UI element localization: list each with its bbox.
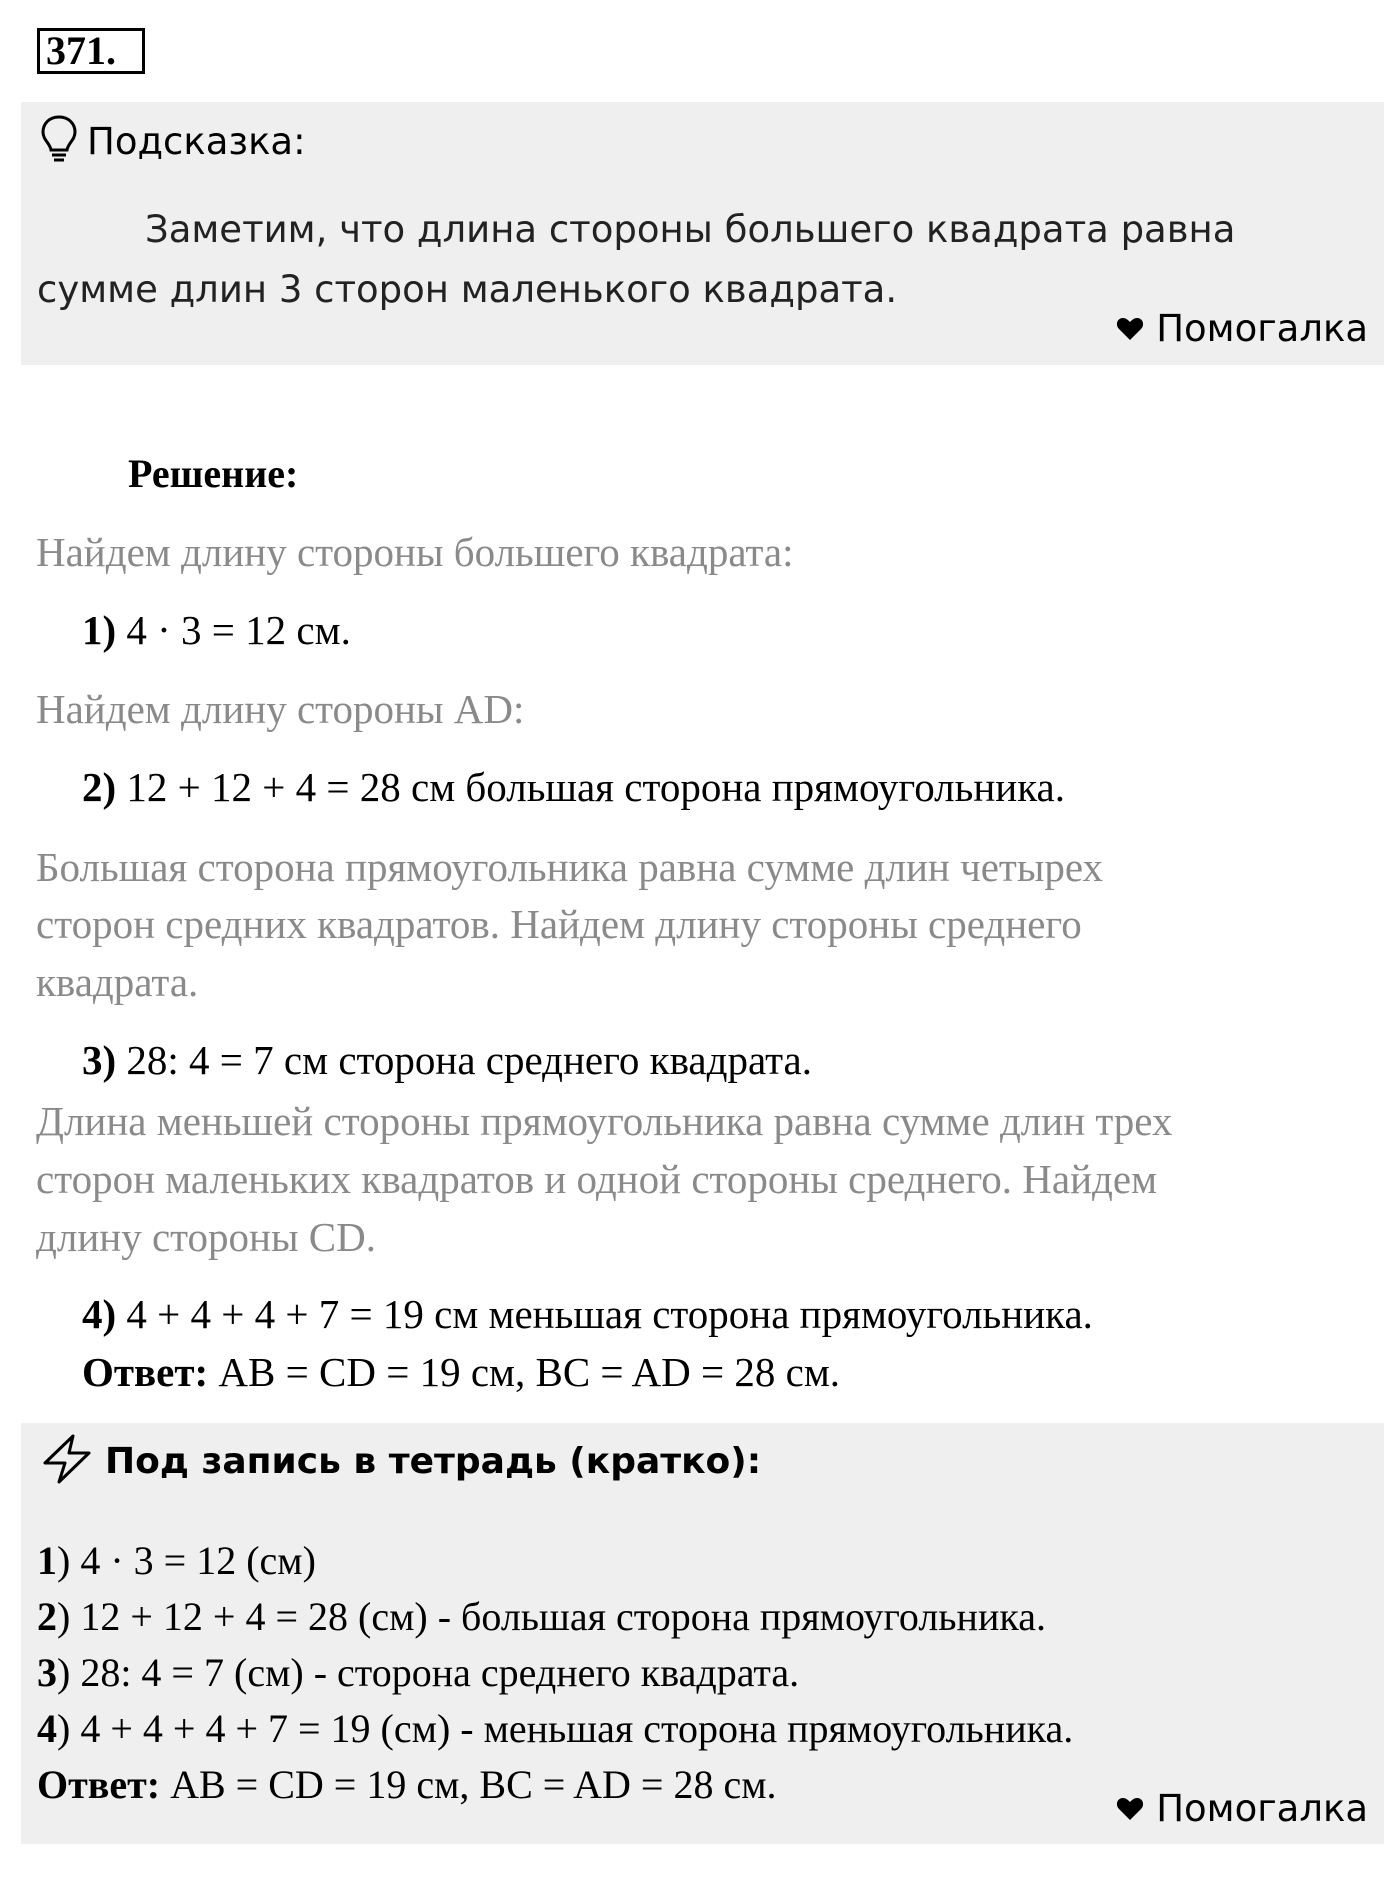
notebook-answer — [37, 1757, 1073, 1813]
notebook-box — [21, 1423, 1384, 1844]
solution-heading: Решение: — [128, 451, 299, 496]
notebook-line — [37, 1701, 1073, 1757]
hint-credit — [1116, 307, 1368, 350]
notebook-line — [37, 1645, 1073, 1701]
step-1 — [82, 606, 351, 654]
notebook-line-text: ) 4 + 4 + 4 + 7 = 19 (см) - меньшая сторона прямоугольника. — [57, 1706, 1074, 1751]
step-1-number: 1) — [82, 607, 117, 653]
notebook-line — [37, 1589, 1073, 1645]
step-2 — [82, 763, 1065, 811]
notebook-line-text: ) 4 · 3 = 12 (см) — [57, 1538, 316, 1583]
hint-header — [39, 114, 306, 169]
step-4-text: 4 + 4 + 4 + 7 = 19 см меньшая сторона прямоугольника. — [126, 1291, 1093, 1337]
answer — [82, 1348, 840, 1396]
notebook-line-number: 1 — [37, 1538, 57, 1583]
step-3-number: 3) — [82, 1037, 117, 1083]
explanation-4-line-2: сторон маленьких квадратов и одной стороны среднего. Найдем — [36, 1156, 1158, 1202]
explanation-1: Найдем длину стороны большего квадрата: — [36, 529, 794, 575]
step-2-text: 12 + 12 + 4 = 28 см большая сторона прямоугольника. — [126, 764, 1065, 810]
notebook-line-text: ) 28: 4 = 7 (см) - сторона среднего квадрата. — [57, 1650, 800, 1695]
answer-label: Ответ: — [82, 1349, 209, 1395]
explanation-3-line-3: квадрата. — [36, 959, 199, 1005]
task-number: 371. — [37, 28, 145, 74]
step-1-text: 4 · 3 = 12 см. — [126, 607, 351, 653]
notebook-credit — [1116, 1787, 1368, 1830]
hint-box — [21, 102, 1384, 365]
hint-credit-label: Помогалка — [1156, 307, 1368, 350]
hint-title: Подсказка: — [87, 120, 306, 163]
notebook-line — [37, 1533, 1073, 1589]
explanation-3-line-1: Большая сторона прямоугольника равна сумме длин четырех — [36, 844, 1104, 890]
notebook-title: Под запись в тетрадь (кратко): — [105, 1441, 762, 1482]
step-4 — [82, 1290, 1093, 1338]
notebook-line-text: ) 12 + 12 + 4 = 28 (см) - большая сторона прямоугольника. — [57, 1594, 1046, 1639]
lightbulb-icon — [39, 114, 79, 169]
explanation-4-line-1: Длина меньшей стороны прямоугольника равна сумме длин трех — [36, 1098, 1173, 1144]
notebook-line-number: 3 — [37, 1650, 57, 1695]
heart-icon — [1116, 307, 1144, 350]
step-3 — [82, 1036, 812, 1084]
step-2-number: 2) — [82, 764, 117, 810]
hint-text: Заметим, что длина стороны большего квадрата равна сумме длин 3 сторон маленького квадрата. — [37, 208, 1236, 311]
step-4-number: 4) — [82, 1291, 117, 1337]
explanation-4-line-3: длину стороны CD. — [36, 1214, 376, 1260]
notebook-line-number: 2 — [37, 1594, 57, 1639]
answer-text: AB = CD = 19 см, BC = AD = 28 см. — [218, 1349, 841, 1395]
notebook-credit-label: Помогалка — [1156, 1787, 1368, 1830]
notebook-line-number: 4 — [37, 1706, 57, 1751]
notebook-answer-text: AB = CD = 19 см, BC = AD = 28 см. — [160, 1762, 777, 1807]
explanation-3-line-2: сторон средних квадратов. Найдем длину стороны среднего — [36, 901, 1082, 947]
heart-icon — [1116, 1787, 1144, 1830]
lightning-icon — [39, 1433, 95, 1490]
explanation-2: Найдем длину стороны AD: — [36, 686, 525, 732]
notebook-header — [39, 1433, 761, 1490]
step-3-text: 28: 4 = 7 см сторона среднего квадрата. — [126, 1037, 812, 1083]
notebook-answer-label: Ответ: — [37, 1762, 161, 1807]
notebook-lines — [37, 1533, 1073, 1813]
